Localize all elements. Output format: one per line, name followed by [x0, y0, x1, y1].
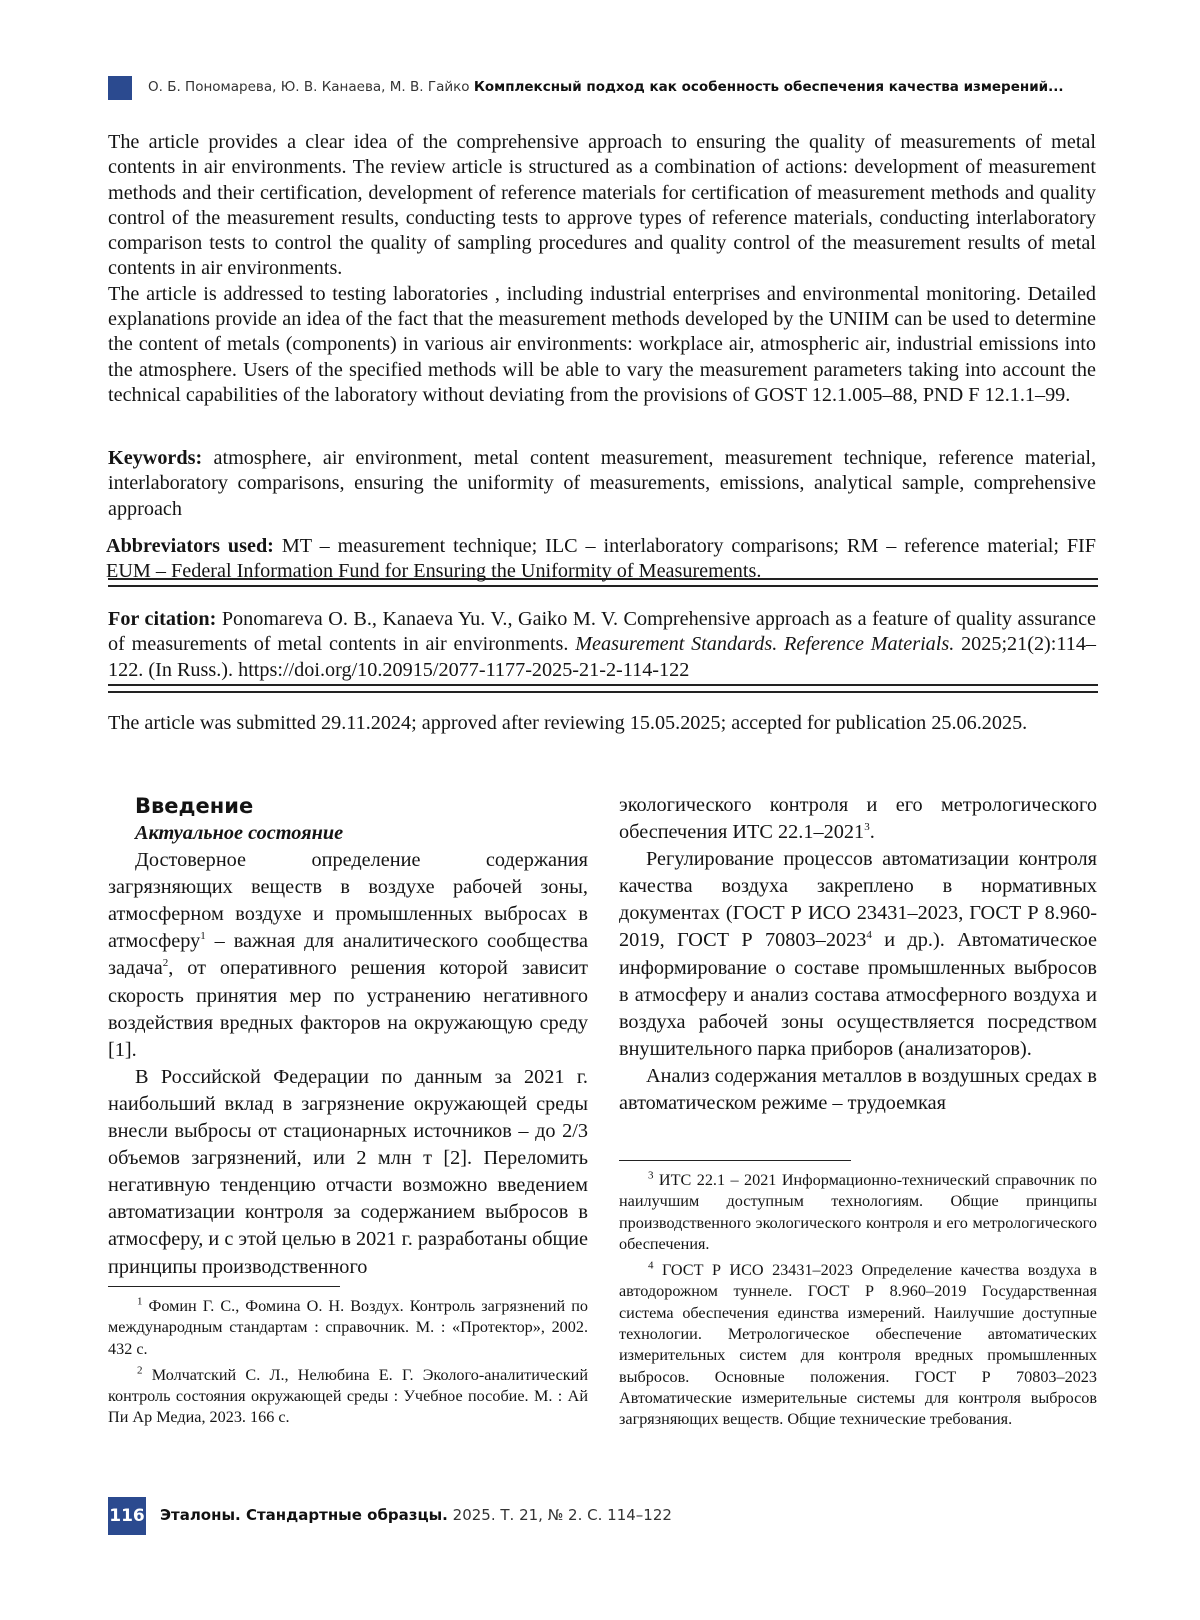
- citation-journal: Measurement Standards. Reference Materials.: [575, 633, 955, 656]
- body-paragraph: Достоверное определение содержания загрязняющих веществ в воздухе рабочей зоны, атмосферном воздухе и промышленных выбросах в атмосферу$^1$ – важная для аналитического сообщества задача$^2$, от оперативного решения которой зависит скорость принятия мер по устранению негативного воздействия вредных факторов на окружающую среду [1].: [108, 849, 588, 1061]
- abbreviations-label: Abbreviators used:: [106, 535, 274, 557]
- header-square-mark: [108, 76, 132, 100]
- abstract-paragraph-1: The article provides a clear idea of the comprehensive approach to ensuring the quality of measurements of metal contents in air environments. The review article is structured as a combination of actions: development of measurement methods and their certification, development of reference materials for certification of measurement methods and quality control of the measurement results, conducting tests to approve types of reference materials, conducting interlaboratory comparison tests to control the quality of sampling procedures and quality control of the measurement results of metal contents in air environments.: [108, 131, 1096, 280]
- body-paragraph: В Российской Федерации по данным за 2021 г. наибольший вклад в загрязнение окружающей среды внесли выбросы от стационарных источников – до 2/3 объемов загрязнений, или 2 млн т [2]. Переломить негативную тенденцию отчасти возможно введением автоматизации контроля за содержанием выбросов в атмосферу, и с этой целью в 2021 г. разработаны общие принципы производственного: [108, 1065, 588, 1278]
- header-authors: О. Б. Пономарева, Ю. В. Канаева, М. В. Гайко: [148, 79, 470, 95]
- section-heading: Введение: [135, 794, 254, 818]
- divider-bottom: [108, 684, 1098, 693]
- left-footnotes: [108, 1296, 588, 1434]
- running-header-text: [148, 79, 1064, 95]
- body-paragraph: Анализ содержания металлов в воздушных средах в автоматическом режиме – трудоемкая: [619, 1064, 1097, 1115]
- body-paragraph: Регулирование процессов автоматизации контроля качества воздуха закреплено в нормативных документах (ГОСТ Р ИСО 23431–2023, ГОСТ Р 8.960-2019, ГОСТ Р 70803–2023$^4$ и др.). Автоматическое информирование о составе промышленных выбросов в атмосферу и анализ состава атмосферного воздуха и воздуха рабочей зоны осуществляется посредством внушительного парка приборов (анализаторов).: [619, 848, 1098, 1060]
- header-title: Комплексный подход как особенность обеспечения качества измерений...: [473, 79, 1064, 95]
- keywords-text: atmosphere, air environment, metal content measurement, measurement technique, reference material, interlaboratory comparisons, ensuring the uniformity of measurements, emissions, analytical sample, comprehensive approach: [108, 447, 1097, 520]
- abstract: [108, 130, 1096, 408]
- keywords-label: Keywords:: [108, 447, 203, 469]
- footnote-ref: 2: [162, 957, 169, 970]
- footnote-ref: 3: [864, 821, 870, 834]
- footnote-1: $^1$ Фомин Г. С., Фомина О. Н. Воздух. Контроль загрязнений по международным стандартам : справочник. М. : «Протектор», 2002. 432 с.: [108, 1295, 588, 1358]
- footer-journal-info: [160, 1506, 672, 1524]
- citation-text: Ponomareva O. B., Kanaeva Yu. V., Gaiko M. V. Comprehensive approach as a feature of quality assurance of measurements of metal contents in air environments.: [108, 608, 1096, 656]
- running-header: [108, 76, 1098, 100]
- footer-issue: 2025. Т. 21, № 2. С. 114–122: [447, 1506, 672, 1524]
- citation-label: For citation:: [108, 608, 217, 630]
- body-paragraph: экологического контроля и его метрологического обеспечения ИТС 22.1–2021$^3$.: [619, 794, 1097, 844]
- divider-top: [108, 578, 1098, 587]
- right-footnotes: [619, 1170, 1097, 1436]
- citation: [108, 607, 1096, 683]
- abbreviations: [106, 534, 1096, 585]
- right-column: [619, 792, 1097, 1117]
- footnote-ref: 4: [866, 929, 872, 942]
- submission-dates: The article was submitted 29.11.2024; approved after reviewing 15.05.2025; accepted for publication 25.06.2025.: [108, 712, 1028, 734]
- footnote-rule-left: [108, 1286, 340, 1287]
- footer-journal: Эталоны. Стандартные образцы.: [160, 1506, 448, 1524]
- footnote-rule-right: [619, 1160, 851, 1161]
- footnote-2: $^2$ Молчатский С. Л., Нелюбина Е. Г. Эколого-аналитический контроль состояния окружающей среды : Учебное пособие. М. : Ай Пи Ар Медиа, 2023. 166 с.: [108, 1364, 588, 1427]
- footnote-3: $^3$ ИТС 22.1 – 2021 Информационно-технический справочник по наилучшим доступным технологиям. Общие принципы производственного экологического контроля и его метрологического обеспечения.: [619, 1169, 1097, 1253]
- page-number: 116: [108, 1497, 146, 1535]
- subsection-heading: Актуальное состояние: [135, 822, 344, 844]
- page-footer: [108, 1497, 808, 1535]
- abstract-paragraph-2: The article is addressed to testing laboratories , including industrial enterprises and environmental monitoring. Detailed explanations provide an idea of the fact that the measurement methods developed by the UNIIM can be used to determine the content of metals (components) in various air environments: workplace air, atmospheric air, industrial emissions into the atmosphere. Users of the specified methods will be able to vary the measurement parameters taking into account the technical capabilities of the laboratory without deviating from the provisions of GOST 12.1.005–88, PND F 12.1.1–99.: [108, 282, 1096, 406]
- abbreviations-text: MT – measurement technique; ILC – interlaboratory comparisons; RM – reference material; FIF EUM – Federal Information Fund for Ensuring the Uniformity of Measurements.: [106, 535, 1097, 583]
- citation-doi: 2025;21(2):114–122. (In Russ.). https://doi.org/10.20915/2077-1177-2025-21-2-114-122: [108, 633, 1097, 681]
- left-column: [108, 792, 588, 1281]
- footnote-ref: 1: [200, 930, 206, 943]
- keywords: [108, 446, 1096, 522]
- footnote-4: $^4$ ГОСТ Р ИСО 23431–2023 Определение качества воздуха в автодорожном туннеле. ГОСТ Р 8.960–2019 Государственная система обеспечения единства измерений. Наилучшие доступные технологии. Метрологическое обеспечение автоматических измерительных систем для контроля вредных промышленных выбросов. Основные положения. ГОСТ Р 70803–2023 Автоматические измерительные системы для контроля выбросов загрязняющих веществ. Общие технические требования.: [619, 1259, 1097, 1429]
